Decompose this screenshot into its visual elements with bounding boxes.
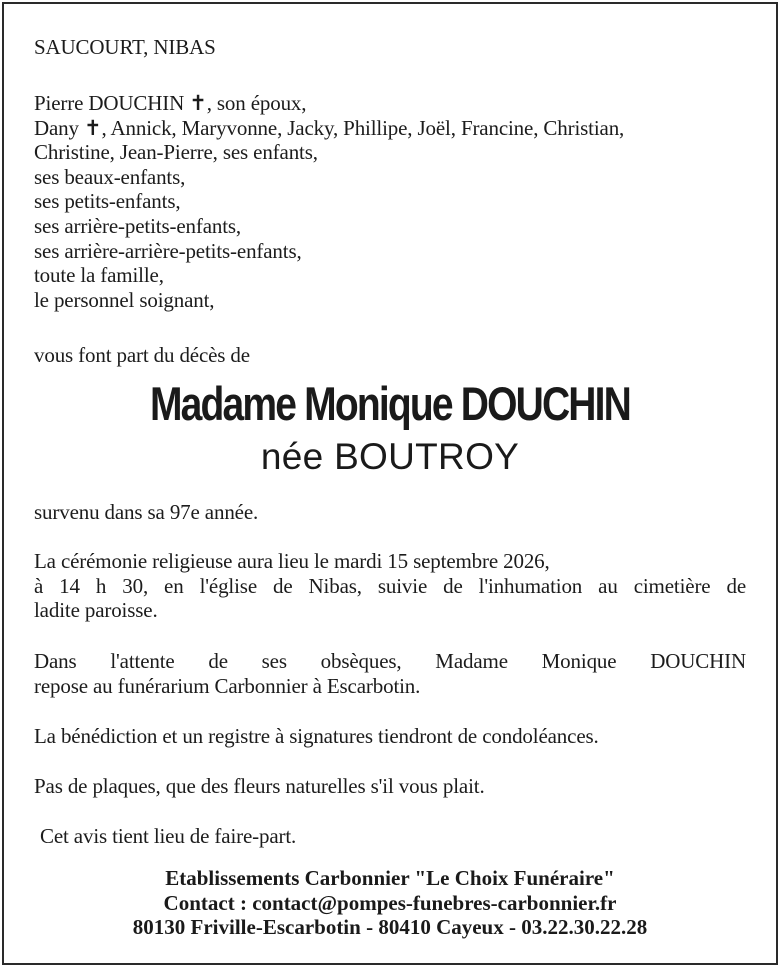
notice-paragraph (40, 824, 746, 849)
relative-line: ses arrière-arrière-petits-enfants, (34, 238, 302, 263)
location-heading (34, 35, 746, 60)
rest-line: repose au funérarium Carbonnier à Escarbotin. (34, 673, 421, 698)
relative-line: ses arrière-petits-enfants, (34, 213, 242, 238)
relative-line: ses petits-enfants, (34, 189, 181, 214)
ceremony-line: à 14 h 30, en l'église de Nibas, suivie de l'inhumation au cimetière de (34, 573, 746, 598)
deceased-name: Madame Monique DOUCHIN (150, 377, 630, 430)
husband-name: Pierre DOUCHIN (34, 91, 185, 115)
maiden-name: née BOUTROY (260, 436, 520, 477)
husband-relation: , son époux, (206, 91, 307, 115)
age-paragraph (34, 500, 746, 525)
children-list: , Annick, Maryvonne, Jacky, Phillipe, Joël, Francine, Christian, (101, 115, 625, 140)
obituary-notice (2, 2, 778, 965)
contact-email[interactable]: Contact : contact@pompes-funebres-carbonnier.fr (163, 890, 617, 915)
notice-text: Cet avis tient lieu de faire-part. (40, 824, 297, 848)
cross-icon: ✝ (189, 91, 207, 115)
family-list (34, 91, 746, 312)
relative-line: le personnel soignant, (34, 287, 215, 312)
husband-line (34, 91, 746, 116)
ceremony-line: La cérémonie religieuse aura lieu le mardi 15 septembre 2026, (34, 549, 550, 573)
child-dany: Dany (34, 115, 79, 140)
cross-icon: ✝ (84, 115, 102, 140)
rest-line: Dans l'attente de ses obsèques, Madame Monique DOUCHIN (34, 649, 746, 673)
ceremony-line: ladite paroisse. (34, 598, 158, 623)
location-text: SAUCOURT, NIBAS (34, 35, 216, 59)
rest-paragraph (34, 649, 746, 698)
relative-line: ses beaux-enfants, (34, 164, 186, 189)
relative-line: toute la famille, (34, 263, 164, 288)
deceased-block (4, 374, 776, 480)
ceremony-paragraph (34, 549, 746, 623)
funeral-home-footer (4, 866, 776, 940)
announcement-text: vous font part du décès de (34, 343, 250, 367)
register-text: La bénédiction et un registre à signatures tiendront de condoléances. (34, 724, 599, 748)
address-phone: 80130 Friville-Escarbotin - 80410 Cayeux - 03.22.30.22.28 (132, 915, 648, 940)
age-text: survenu dans sa 97e année. (34, 500, 259, 524)
flowers-paragraph (34, 774, 746, 799)
register-paragraph (34, 724, 746, 749)
company-name: Etablissements Carbonnier "Le Choix Funéraire" (165, 866, 615, 890)
children-line-2: Christine, Jean-Pierre, ses enfants, (34, 140, 318, 165)
flowers-text: Pas de plaques, que des fleurs naturelles s'il vous plait. (34, 774, 485, 798)
children-line-1 (34, 116, 746, 141)
announcement (34, 343, 746, 368)
